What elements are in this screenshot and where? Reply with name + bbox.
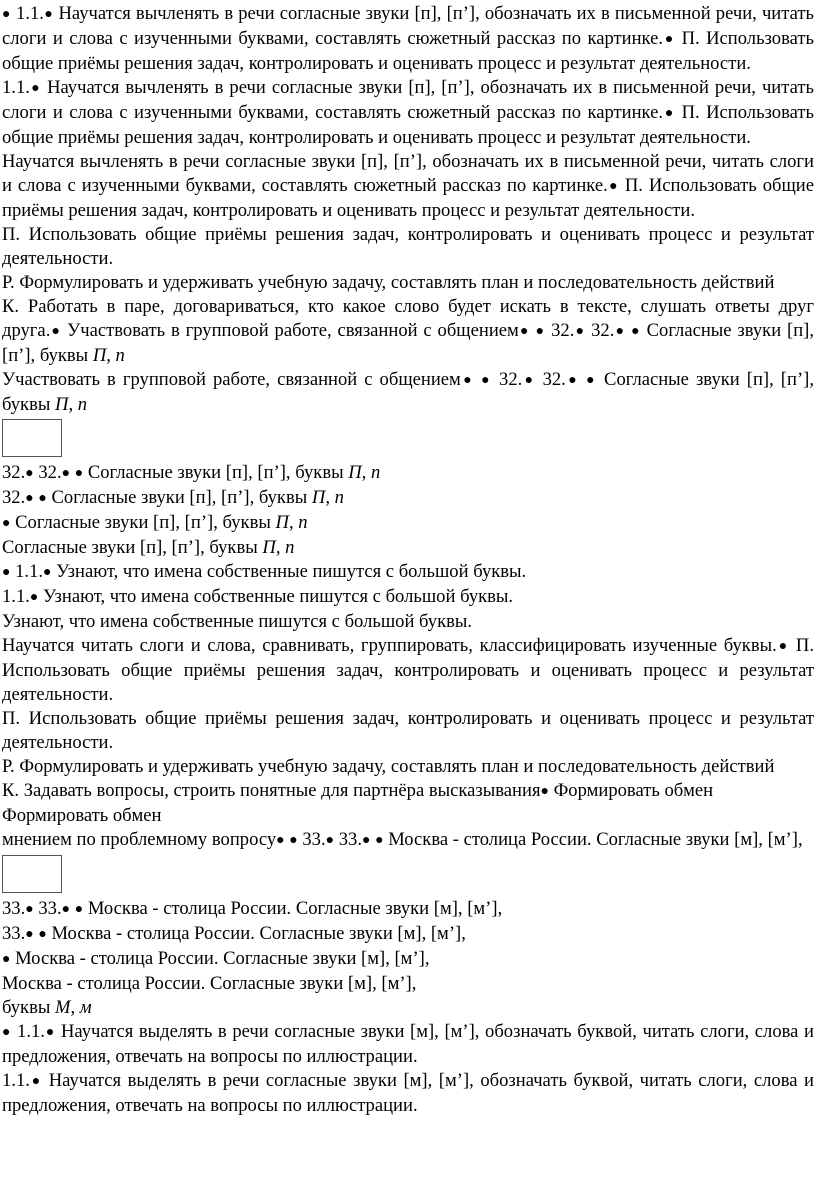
text-run: Участвовать в групповой работе, связанной с общением: [61, 320, 519, 341]
text-run: Согласные звуки [п], [п’], буквы: [10, 512, 276, 533]
text-run: 1.1.: [2, 1070, 30, 1091]
bullet-icon: ●: [375, 833, 384, 848]
bullet-icon: ●: [460, 373, 475, 388]
paragraph: [2, 560, 814, 585]
text-run: Р. Формулировать и удерживать учебную задачу, составлять план и последовательность действий: [2, 272, 775, 293]
paragraph: [2, 223, 814, 271]
text-run: Согласные звуки [п], [п’], буквы: [2, 537, 263, 558]
bullet-icon: ●: [631, 324, 641, 339]
text-run: Формировать обмен: [548, 780, 714, 801]
paragraph: [2, 536, 814, 560]
text-run: Участвовать в групповой работе, связанной с общением: [2, 369, 461, 390]
bullet-icon: ●: [61, 466, 71, 481]
bullet-icon: ●: [29, 1074, 43, 1089]
text-run: 33.: [33, 898, 62, 919]
text-run: Москва - столица России. Согласные звуки [м], [м’],: [10, 948, 430, 969]
bullet-icon: ●: [540, 784, 549, 799]
text-run: П. Использовать общие приёмы решения задач, контролировать и оценивать процесс и результат деятельности.: [2, 102, 814, 148]
text-run: Москва - столица России. Согласные звуки [м], [м’],: [83, 898, 503, 919]
text-run: 1.1.: [10, 3, 44, 24]
text-run: Узнают, что имена собственные пишутся с большой буквы.: [51, 561, 527, 582]
paragraph: [2, 804, 814, 828]
text-run: П. Использовать общие приёмы решения задач, контролировать и оценивать процесс и результат деятельности.: [2, 708, 814, 753]
paragraph: [2, 996, 814, 1020]
text-run: Согласные звуки [п], [п’], буквы: [2, 320, 814, 366]
bullet-icon: ●: [29, 81, 42, 96]
letter-label: П, п: [348, 462, 381, 483]
paragraph: [2, 295, 814, 368]
text-run: Формировать обмен: [2, 805, 162, 826]
bullet-icon: ●: [289, 833, 298, 848]
paragraph: [2, 947, 814, 972]
text-run: 32.: [2, 462, 26, 483]
text-run: Р. Формулировать и удерживать учебную задачу, составлять план и последовательность действий: [2, 756, 775, 777]
letter-label: М, м: [55, 997, 92, 1018]
paragraph: [2, 779, 814, 804]
letter-label: П, п: [262, 537, 295, 558]
bullet-icon: ●: [61, 902, 71, 917]
letter-label: П, п: [92, 345, 125, 366]
bullet-icon: ●: [50, 324, 62, 339]
text-run: мнением по проблемному вопросу: [2, 829, 277, 850]
bullet-icon: ●: [481, 373, 492, 388]
paragraph: [2, 610, 814, 634]
text-run: К. Задавать вопросы, строить понятные для партнёра высказывания: [2, 780, 541, 801]
text-run: П. Использовать общие приёмы решения задач, контролировать и оценивать процесс и результат деятельности.: [2, 175, 814, 221]
bullet-icon: ●: [518, 324, 530, 339]
text-run: Научатся читать слоги и слова, сравнивать, группировать, классифицировать изученные буквы.: [2, 635, 777, 656]
paragraph: [2, 461, 814, 486]
bullet-icon: ●: [74, 466, 84, 481]
text-run: П. Использовать общие приёмы решения задач, контролировать и оценивать процесс и результат деятельности.: [2, 224, 814, 269]
letter-label: П, п: [275, 512, 308, 533]
text-run: 33.: [2, 923, 26, 944]
text-run: 32.: [491, 369, 523, 390]
paragraph: [2, 271, 814, 295]
paragraph: [2, 2, 814, 76]
text-run: 33.: [297, 829, 326, 850]
text-run: Научатся вычленять в речи согласные звуки [п], [п’], обозначать их в письменной речи, читать слоги и слова с изученными буквами, составлять сюжетный рассказ по картинке.: [2, 3, 814, 49]
bullet-icon: ●: [663, 106, 676, 121]
paragraph: [2, 922, 814, 947]
bullet-icon: ●: [361, 833, 371, 848]
paragraph: [2, 486, 814, 511]
bullet-icon: ●: [25, 466, 34, 481]
bullet-icon: ●: [43, 565, 52, 580]
text-run: П. Использовать общие приёмы решения задач, контролировать и оценивать процесс и результат деятельности.: [2, 28, 814, 74]
bullet-icon: ●: [614, 324, 626, 339]
bullet-icon: ●: [2, 516, 11, 531]
paragraph: [2, 76, 814, 150]
text-run: Согласные звуки [п], [п’], буквы: [83, 462, 349, 483]
bullet-icon: ●: [25, 927, 34, 942]
paragraph: [2, 511, 814, 536]
text-run: К. Работать в паре, договариваться, кто какое слово будет искать в тексте, слушать ответы друг друга.: [2, 296, 814, 341]
text-run: Узнают, что имена собственные пишутся с большой буквы.: [2, 611, 473, 632]
text-run: Научатся выделять в речи согласные звуки [м], [м’], обозначать буквой, читать слоги, слова и предложения, отвечать на вопросы по иллюстрации.: [2, 1070, 814, 1116]
bullet-icon: ●: [2, 952, 11, 967]
bullet-icon: ●: [25, 491, 34, 506]
text-run: Москва - столица России. Согласные звуки [м], [м’],: [2, 973, 417, 994]
bullet-icon: ●: [43, 7, 54, 22]
bullet-icon: ●: [25, 902, 34, 917]
paragraph: [2, 634, 814, 707]
text-run: 32.: [545, 320, 575, 341]
text-run: 32.: [33, 462, 62, 483]
text-run: 1.1.: [10, 561, 44, 582]
bullet-icon: ●: [2, 1025, 12, 1040]
text-run: Согласные звуки [п], [п’], буквы: [46, 487, 312, 508]
bullet-icon: ●: [2, 565, 11, 580]
bullet-icon: ●: [607, 179, 619, 194]
bullet-icon: ●: [325, 833, 335, 848]
text-run: 1.1.: [2, 77, 30, 98]
paragraph: [2, 755, 814, 779]
bullet-icon: ●: [565, 373, 580, 388]
paragraph: [2, 150, 814, 223]
bullet-icon: ●: [38, 927, 47, 942]
text-run: 33.: [2, 898, 26, 919]
empty-table-cell: [2, 419, 62, 457]
text-run: Научатся выделять в речи согласные звуки [м], [м’], обозначать буквой, читать слоги, слова и предложения, отвечать на вопросы по иллюстрации.: [2, 1021, 814, 1067]
paragraph: [2, 828, 814, 853]
paragraph: [2, 368, 814, 417]
paragraph: [2, 897, 814, 922]
paragraph: [2, 972, 814, 996]
bullet-icon: ●: [29, 590, 39, 605]
text-run: 32.: [535, 369, 566, 390]
paragraph: [2, 585, 814, 610]
bullet-icon: ●: [2, 7, 11, 22]
letter-label: П, п: [311, 487, 344, 508]
bullet-icon: ●: [276, 833, 285, 848]
bullet-icon: ●: [535, 324, 546, 339]
paragraph: [2, 1069, 814, 1118]
text-run: 33.: [334, 829, 362, 850]
text-run: Научатся вычленять в речи согласные звуки [п], [п’], обозначать их в письменной речи, читать слоги и слова с изученными буквами, составлять сюжетный рассказ по картинке.: [2, 77, 814, 123]
paragraph: [2, 1020, 814, 1069]
paragraph: [2, 707, 814, 755]
bullet-icon: ●: [38, 491, 47, 506]
letter-label: П, п: [55, 394, 88, 415]
text-run: П. Использовать общие приёмы решения задач, контролировать и оценивать процесс и результат деятельности.: [2, 635, 814, 705]
text-run: 32.: [585, 320, 615, 341]
bullet-icon: ●: [663, 32, 676, 47]
bullet-icon: ●: [522, 373, 536, 388]
bullet-icon: ●: [586, 373, 598, 388]
text-run: Москва - столица России. Согласные звуки [м], [м’],: [46, 923, 466, 944]
empty-table-cell: [2, 855, 62, 893]
text-run: Научатся вычленять в речи согласные звуки [п], [п’], обозначать их в письменной речи, читать слоги и слова с изученными буквами, составлять сюжетный рассказ по картинке.: [2, 151, 814, 196]
bullet-icon: ●: [44, 1025, 56, 1040]
text-run: 32.: [2, 487, 26, 508]
bullet-icon: ●: [574, 324, 586, 339]
text-run: Согласные звуки [п], [п’], буквы: [2, 369, 814, 415]
text-run: 1.1.: [2, 586, 30, 607]
bullet-icon: ●: [74, 902, 84, 917]
text-run: 1.1.: [11, 1021, 45, 1042]
text-run: буквы: [2, 997, 56, 1018]
text-run: Москва - столица России. Согласные звуки [м], [м’],: [383, 829, 803, 850]
text-run: Узнают, что имена собственные пишутся с большой буквы.: [38, 586, 514, 607]
bullet-icon: ●: [776, 639, 790, 654]
